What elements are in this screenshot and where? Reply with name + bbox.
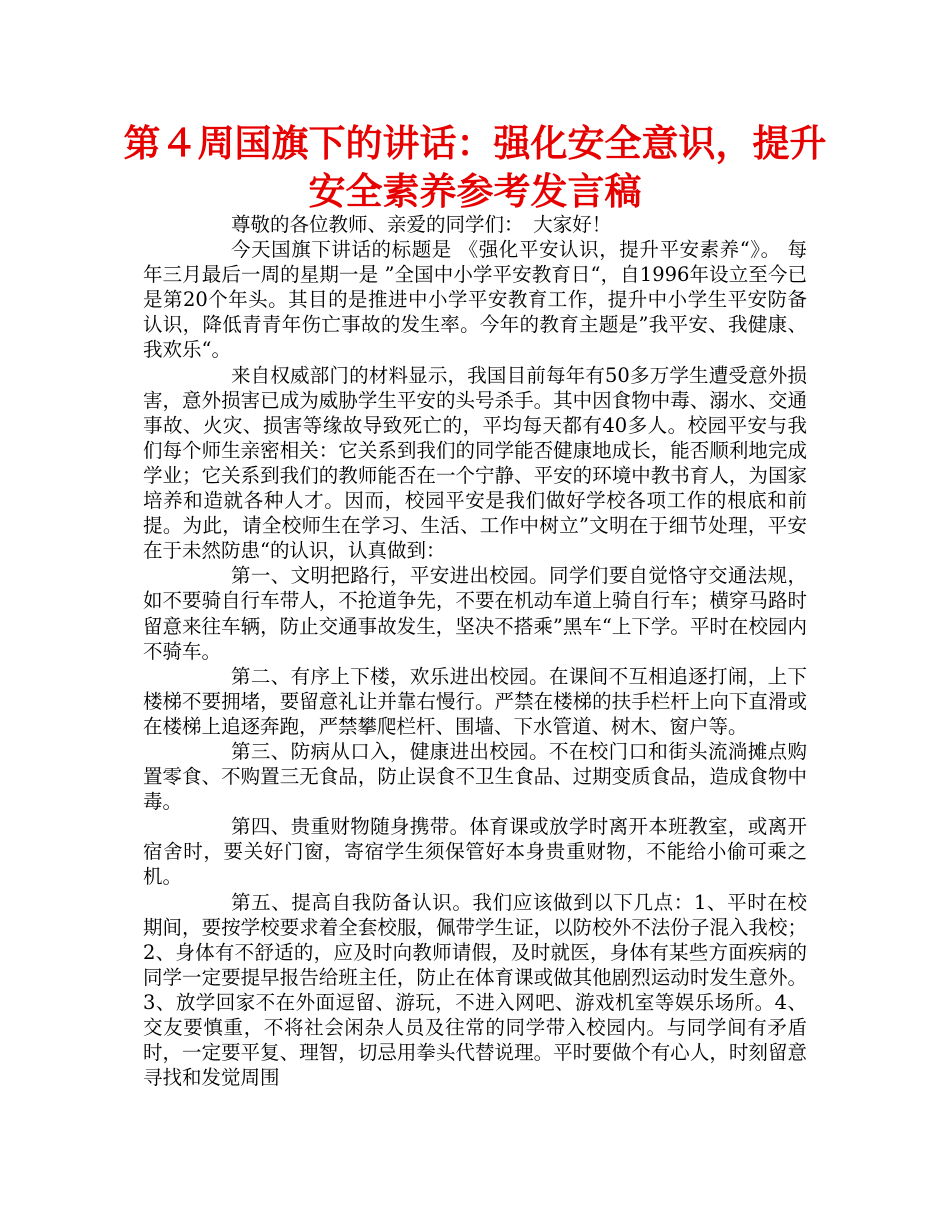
document-title: 第４周国旗下的讲话：强化安全意识，提升安全素养参考发言稿 <box>123 122 827 213</box>
paragraph-greeting: 尊敬的各位教师、亲爱的同学们： 大家好！ <box>231 213 612 236</box>
paragraph-intro: 今天国旗下讲话的标题是 《强化平安认识，提升平安素养“》。 每年三月最后一周的星期一是 ”全国中小学平安教育日“，自1996年设立至今已是第20个年头。其目的是推进中小学平安教育工作，提升中小学生平安防备认识，降低青青年伤亡事故的发生率。今年的教育主题是”我平安、我健康、我欢乐“。 <box>143 238 807 362</box>
paragraph-statistics: 来自权威部门的材料显示，我国目前每年有50多万学生遭受意外损害，意外损害已成为威胁学生平安的头号杀手。其中因食物中毒、溺水、交通事故、火灾、损害等缘故导致死亡的，平均每天都有40多人。校园平安与我们每个师生亲密相关：它关系到我们的同学能否健康地成长，能否顺利地完成学业；它关系到我们的教师能否在一个宁静、平安的环境中教书育人，为国家培养和造就各种人才。因而，校园平安是我们做好学校各项工作的根底和前提。为此，请全校师生在学习、生活、工作中树立”文明在于细节处理，平安在于未然防患“的认识，认真做到： <box>143 363 807 563</box>
paragraph-point-2: 第二、有序上下楼，欢乐进出校园。在课间不互相追逐打闹，上下楼梯不要拥堵，要留意礼让并靠右慢行。严禁在楼梯的扶手栏杆上向下直滑或在楼梯上追逐奔跑，严禁攀爬栏杆、围墙、下水管道、树木、窗户等。 <box>143 664 807 738</box>
paragraph-point-3: 第三、防病从口入，健康进出校园。不在校门口和街头流淌摊点购置零食、不购置三无食品，防止误食不卫生食品、过期变质食品，造成食物中毒。 <box>143 739 807 814</box>
paragraph-point-1: 第一、文明把路行，平安进出校园。同学们要自觉恪守交通法规，如不要骑自行车带人，不抢道争先，不要在机动车道上骑自行车；横穿马路时留意来往车辆，防止交通事故发生，坚决不搭乘”黑车“上下学。平时在校园内不骑车。 <box>143 564 807 663</box>
document-body <box>143 212 807 1090</box>
paragraph-point-5: 第五、提高自我防备认识。我们应该做到以下几点：1、平时在校期间，要按学校要求着全套校服，佩带学生证，以防校外不法份子混入我校； 2、身体有不舒适的，应及时向教师请假，及时就医，身体有某些方面疾病的同学一定要提早报告给班主任，防止在体育课或做其他剧烈运动时发生意外。3、放学回家不在外面逗留、游玩，不进入网吧、游戏机室等娱乐场所。4、交友要慎重，不将社会闲杂人员及往常的同学带入校园内。与同学间有矛盾时，一定要平复、理智，切忌用拳头代替说理。平时要做个有心人，时刻留意寻找和发觉周围 <box>143 890 807 1090</box>
paragraph-point-4: 第四、贵重财物随身携带。体育课或放学时离开本班教室，或离开宿舍时，要关好门窗，寄宿学生须保管好本身贵重财物，不能给小偷可乘之机。 <box>143 815 807 889</box>
